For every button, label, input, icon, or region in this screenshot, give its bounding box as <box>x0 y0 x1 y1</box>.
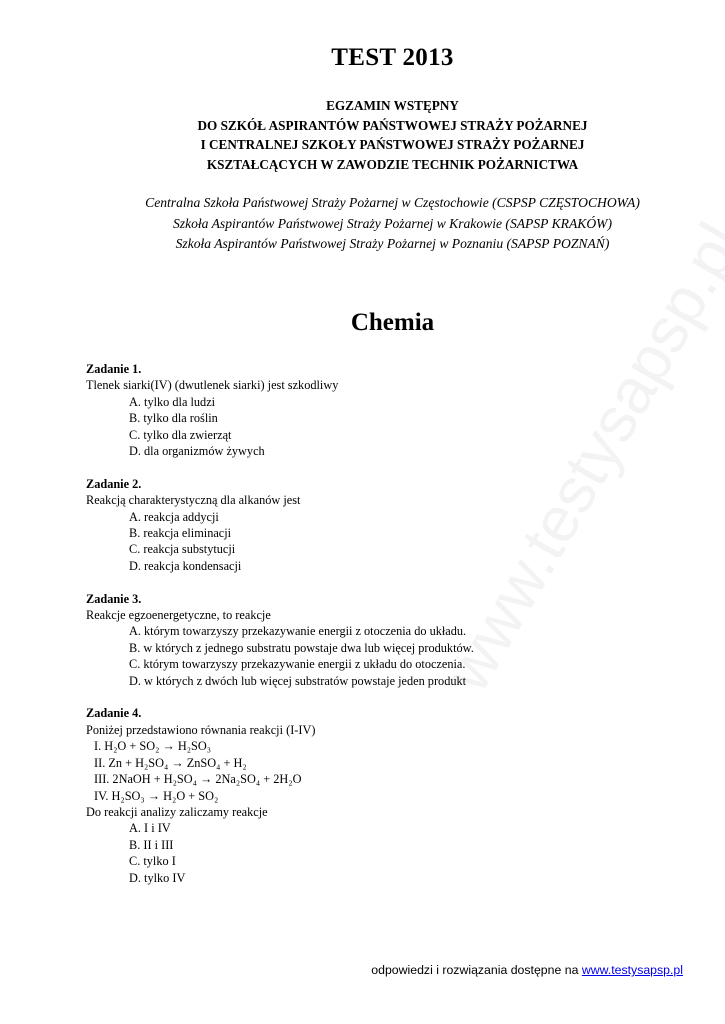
subject-title: Chemia <box>350 309 435 336</box>
task-option: C. którym towarzyszy przekazywanie energii z układu do otoczenia. <box>129 657 466 672</box>
task-option: D. tylko IV <box>129 870 186 885</box>
task-option: B. reakcja eliminacji <box>129 526 232 541</box>
task-4 <box>86 705 686 885</box>
task-option: B. tylko dla roślin <box>129 411 218 426</box>
task-question: Tlenek siarki(IV) (dwutlenek siarki) jest szkodliwy <box>86 378 339 393</box>
task-option: D. w których z dwóch lub więcej substratów powstaje jeden produkt <box>129 673 467 688</box>
task-3 <box>86 591 686 689</box>
page-title: TEST 2013 <box>331 44 454 71</box>
task-question: Poniżej przedstawiono równania reakcji (I-IV) <box>86 722 316 737</box>
school-line: Szkoła Aspirantów Państwowej Straży Pożarnej w Krakowie (SAPSP KRAKÓW) <box>172 215 613 231</box>
schools-list <box>0 193 725 255</box>
task-question: Do reakcji analizy zaliczamy reakcje <box>86 804 268 819</box>
task-title: Zadanie 1. <box>86 362 142 376</box>
task-option: D. reakcja kondensacji <box>129 558 242 573</box>
task-option: B. II i III <box>129 837 174 852</box>
task-option: A. tylko dla ludzi <box>129 394 216 409</box>
task-1 <box>86 361 686 459</box>
school-line: Szkoła Aspirantów Państwowej Straży Pożarnej w Poznaniu (SAPSP POZNAŃ) <box>175 236 610 251</box>
header-line: EGZAMIN WSTĘPNY <box>326 98 459 113</box>
header-line: DO SZKÓŁ ASPIRANTÓW PAŃSTWOWEJ STRAŻY POŻARNEJ <box>197 117 588 133</box>
reaction-equation: II. Zn + H₂SO₄ → ZnSO₄ + H₂ <box>94 755 247 770</box>
task-title: Zadanie 3. <box>86 591 142 606</box>
task-question: Reakcją charakterystyczną dla alkanów jest <box>86 493 301 508</box>
task-title: Zadanie 2. <box>86 476 142 491</box>
header-line: KSZTAŁCĄCYCH W ZAWODZIE TECHNIK POŻARNICTWA <box>206 156 579 172</box>
footer-text: odpowiedzi i rozwiązania dostępne na <box>371 963 582 977</box>
task-option: C. tylko I <box>129 854 176 869</box>
task-option: A. którym towarzyszy przekazywanie energii z otoczenia do układu. <box>129 624 467 639</box>
task-2 <box>86 476 686 574</box>
exam-header <box>0 96 725 174</box>
task-option: C. tylko dla zwierząt <box>129 427 232 442</box>
task-option: D. dla organizmów żywych <box>129 444 265 459</box>
task-option: C. reakcja substytucji <box>129 542 236 557</box>
reaction-equation: III. 2NaOH + H₂SO₄ → 2Na₂SO₄ + 2H₂O <box>94 772 302 787</box>
school-line: Centralna Szkoła Państwowej Straży Pożarnej w Częstochowie (CSPSP CZĘSTOCHOWA) <box>145 195 640 210</box>
reaction-equation: I. H₂O + SO₂ → H₂SO₃ <box>94 739 212 754</box>
reaction-equation: IV. H₂SO₃ → H₂O + SO₂ <box>94 788 219 803</box>
header-line: I CENTRALNEJ SZKOŁY PAŃSTWOWEJ STRAŻY POŻARNEJ <box>200 137 585 152</box>
footer <box>0 963 683 977</box>
task-question: Reakcje egzoenergetyczne, to reakcje <box>86 608 271 623</box>
task-option: B. w których z jednego substratu powstaje dwa lub więcej produktów. <box>129 640 474 655</box>
tasks-content <box>86 361 686 902</box>
footer-link[interactable]: www.testysapsp.pl <box>581 963 683 977</box>
task-option: A. reakcja addycji <box>129 509 219 524</box>
task-title: Zadanie 4. <box>86 706 142 721</box>
task-option: A. I i IV <box>129 821 171 836</box>
